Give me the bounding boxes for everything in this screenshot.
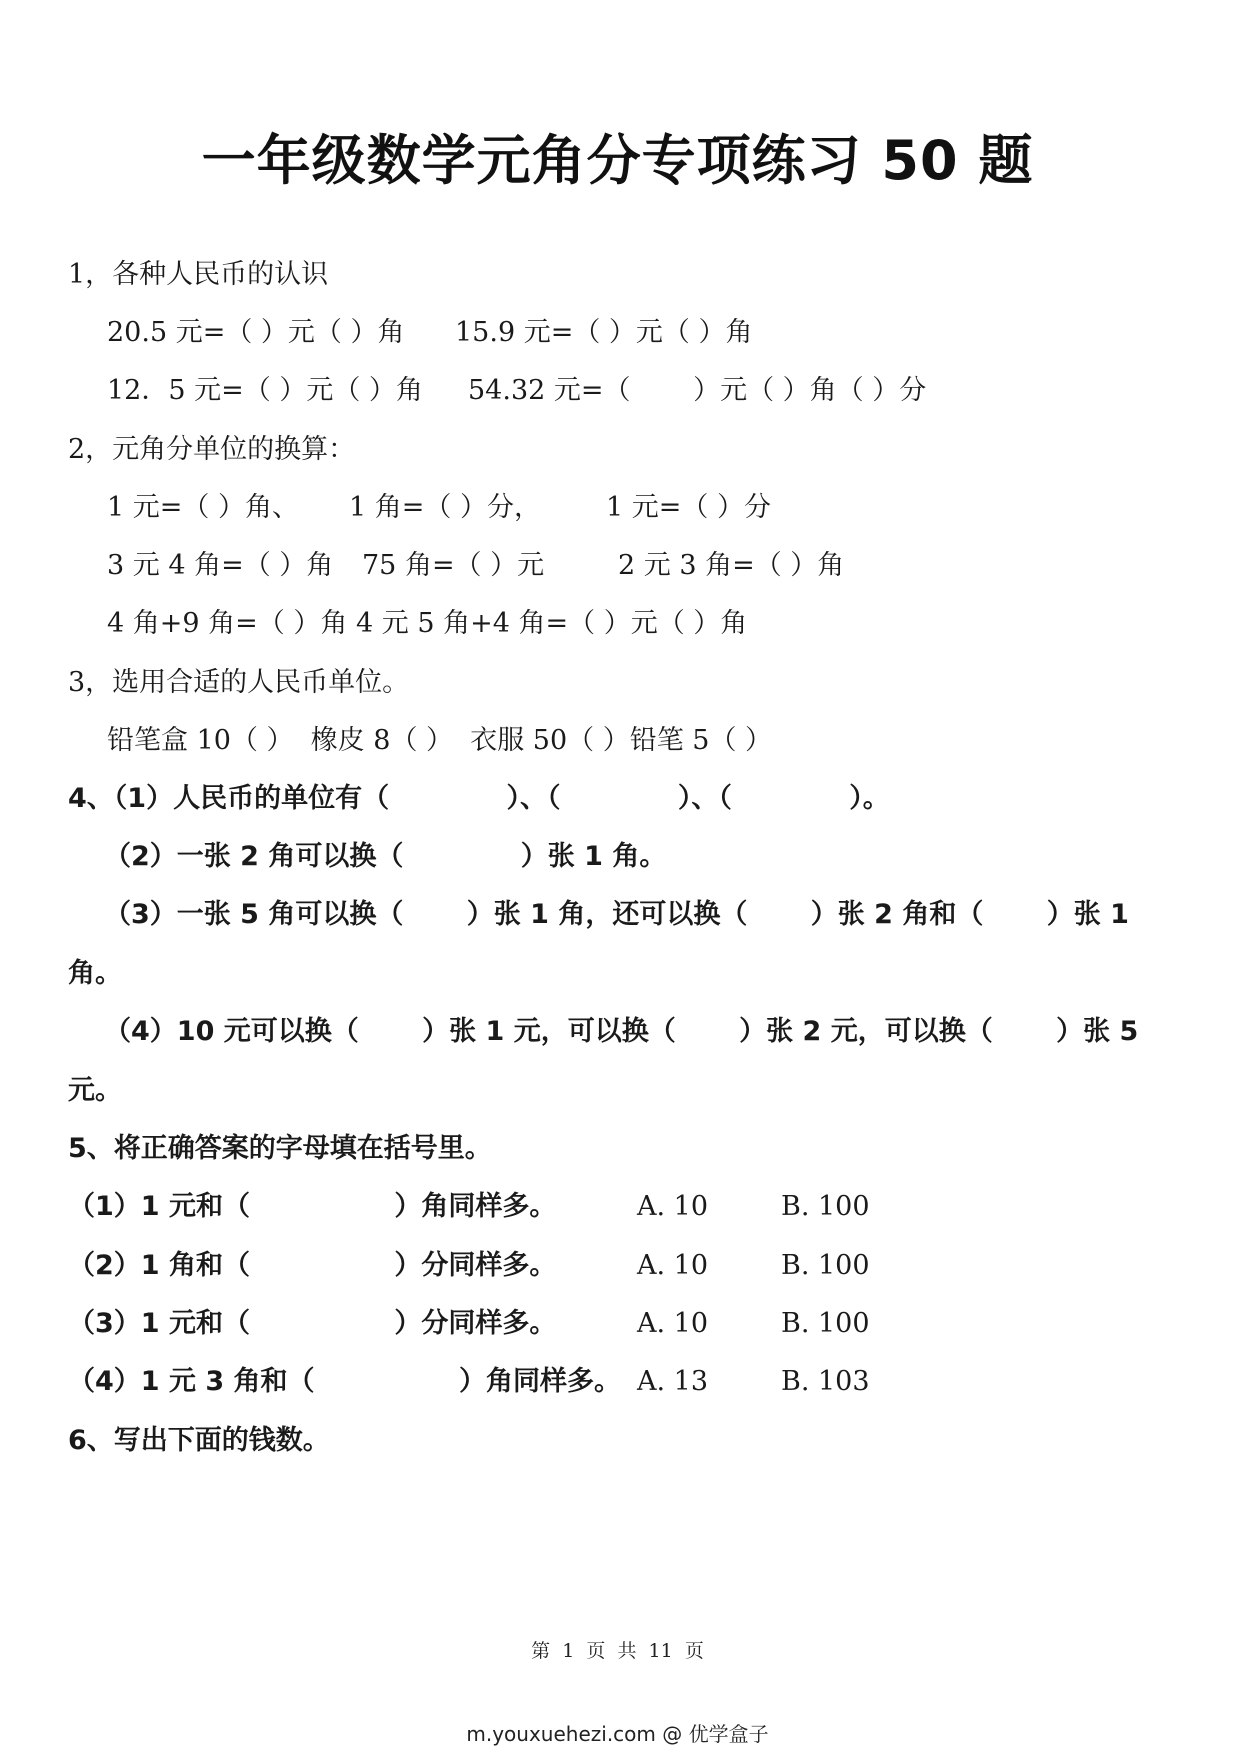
q5-option-a: A. 13 <box>637 1366 709 1397</box>
page-title: 一年级数学元角分专项练习 50 题 <box>201 129 1034 192</box>
q3-item: 铅笔盒 10（ ） 橡皮 8（ ） 衣服 50（ ）铅笔 5（ ） <box>107 725 773 756</box>
q2-item: 4 角+9 角=（ ）角 <box>107 608 348 639</box>
q5-item: （4）1 元 3 角和（ ）角同样多。 <box>68 1366 621 1397</box>
q5-option-b: B. 100 <box>781 1191 870 1222</box>
q5-item: （2）1 角和（ ）分同样多。 <box>68 1250 557 1281</box>
q5-option-a: A. 10 <box>637 1250 709 1281</box>
q1-item: 20.5 元=（ ）元（ ）角 <box>107 317 405 348</box>
q5-option-b: B. 100 <box>781 1308 870 1339</box>
q5-option-a: A. 10 <box>637 1308 709 1339</box>
q1-heading: 1，各种人民币的认识 <box>68 259 329 290</box>
q4-part-1: 4、（1）人民币的单位有（ ）、（ ）、（ ）。 <box>68 783 890 814</box>
q2-item: 1 角=（ ）分， <box>349 492 541 523</box>
q1-item: 15.9 元=（ ）元（ ）角 <box>455 317 753 348</box>
q2-item: 3 元 4 角=（ ）角 <box>107 550 334 581</box>
q2-item: 1 元=（ ）角、 <box>107 492 299 523</box>
page-number: 第 1 页 共 11 页 <box>531 1640 704 1662</box>
q1-item: 54.32 元=（ ）元（ ）角（ ）分 <box>468 375 927 406</box>
q4-part-3-cont: 角。 <box>68 958 122 989</box>
q2-item: 75 角=（ ）元 <box>362 550 545 581</box>
q2-heading: 2，元角分单位的换算： <box>68 434 356 465</box>
q4-part-4-cont: 元。 <box>68 1075 122 1106</box>
q5-option-b: B. 103 <box>781 1366 870 1397</box>
q2-item: 1 元=（ ）分 <box>606 492 771 523</box>
q5-item: （1）1 元和（ ）角同样多。 <box>68 1191 557 1222</box>
watermark: m.youxuehezi.com @ 优学盒子 <box>466 1722 769 1746</box>
q6-heading: 6、写出下面的钱数。 <box>68 1425 330 1456</box>
q1-item: 12．5 元=（ ）元（ ）角 <box>107 375 423 406</box>
q4-part-3: （3）一张 5 角可以换（ ）张 1 角，还可以换（ ）张 2 角和（ ）张 1 <box>104 899 1129 930</box>
q5-item: （3）1 元和（ ）分同样多。 <box>68 1308 557 1339</box>
q5-heading: 5、将正确答案的字母填在括号里。 <box>68 1133 492 1164</box>
q5-option-a: A. 10 <box>637 1191 709 1222</box>
q3-heading: 3，选用合适的人民币单位。 <box>68 667 410 698</box>
q5-option-b: B. 100 <box>781 1250 870 1281</box>
q4-part-2: （2）一张 2 角可以换（ ）张 1 角。 <box>104 841 667 872</box>
q2-item: 2 元 3 角=（ ）角 <box>618 550 845 581</box>
q4-part-4: （4）10 元可以换（ ）张 1 元，可以换（ ）张 2 元，可以换（ ）张 5 <box>104 1016 1139 1047</box>
q2-item: 4 元 5 角+4 角=（ ）元（ ）角 <box>356 608 748 639</box>
